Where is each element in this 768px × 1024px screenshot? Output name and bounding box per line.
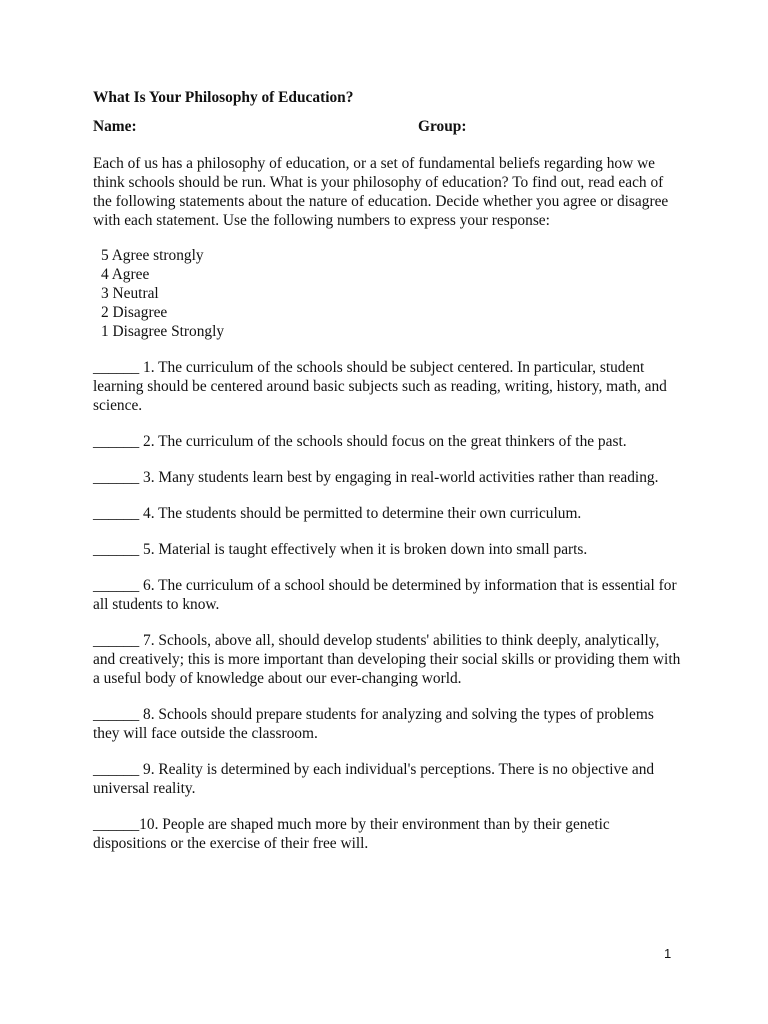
- scale-item: 1 Disagree Strongly: [101, 323, 225, 340]
- page-number: 1: [664, 946, 672, 961]
- group-label: Group:: [418, 118, 467, 135]
- page-title: What Is Your Philosophy of Education?: [93, 89, 354, 106]
- statement-item: ______ 8. Schools should prepare students for analyzing and solving the types of problems they will face outside the classroom.: [93, 706, 654, 742]
- scale-item: 2 Disagree: [101, 304, 168, 321]
- statement-item: ______ 4. The students should be permitted to determine their own curriculum.: [93, 505, 582, 522]
- statement-item: ______ 9. Reality is determined by each individual's perceptions. There is no objective and universal reality.: [93, 761, 655, 797]
- response-scale: [93, 246, 683, 341]
- statement-item: ______10. People are shaped much more by their environment than by their genetic dispositions or the exercise of their free will.: [93, 816, 610, 852]
- scale-item: 4 Agree: [101, 266, 150, 283]
- statement-item: ______ 7. Schools, above all, should develop students' abilities to think deeply, analytically, and creatively; this is more important than developing their social skills or providing them with a useful body of knowledge about our ever-changing world.: [93, 632, 681, 687]
- scale-item: 3 Neutral: [101, 285, 159, 302]
- statement-item: ______ 5. Material is taught effectively when it is broken down into small parts.: [93, 541, 588, 558]
- statement-item: ______ 6. The curriculum of a school should be determined by information that is essential for all students to know.: [93, 577, 677, 613]
- name-label: Name:: [93, 118, 137, 135]
- statement-item: ______ 3. Many students learn best by engaging in real-world activities rather than reading.: [93, 469, 659, 486]
- scale-item: 5 Agree strongly: [101, 247, 204, 264]
- statement-item: ______ 1. The curriculum of the schools should be subject centered. In particular, student learning should be centered around basic subjects such as reading, writing, history, math, and science.: [93, 359, 667, 414]
- statement-item: ______ 2. The curriculum of the schools should focus on the great thinkers of the past.: [93, 433, 627, 450]
- intro-paragraph: Each of us has a philosophy of education, or a set of fundamental beliefs regarding how we think schools should be run. What is your philosophy of education? To find out, read each of the following statements about the nature of education. Decide whether you agree or disagree with each statement. Use the following numbers to express your response:: [93, 155, 669, 229]
- statement-list: [93, 358, 683, 853]
- document-page: [93, 88, 683, 870]
- name-group-row: [93, 117, 683, 136]
